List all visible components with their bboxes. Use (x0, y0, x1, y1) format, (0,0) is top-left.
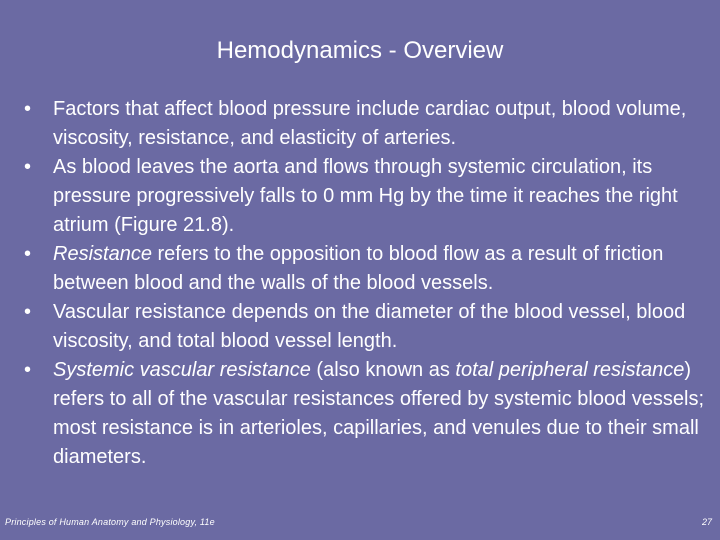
bullet-item (24, 298, 708, 356)
bullet-text: Factors that affect blood pressure include cardiac output, blood volume, viscosity, resistance, and elasticity of arteries. (53, 98, 687, 149)
bullet-text: As blood leaves the aorta and flows through systemic circulation, its pressure progressively falls to 0 mm Hg by the time it reaches the right atrium (Figure 21.8). (53, 156, 678, 236)
bullet-item (24, 240, 708, 298)
bullet-text: Vascular resistance depends on the diameter of the blood vessel, blood viscosity, and total blood vessel length. (53, 301, 686, 352)
bullet-term: Resistance (53, 243, 152, 265)
bullet-text: (also known as (310, 359, 456, 381)
bullet-text: ) refers to all of the vascular resistances offered by systemic blood vessels; most resistance is in arterioles, capillaries, and venules due to their small diameters. (53, 359, 705, 468)
bullet-dot-icon: • (24, 301, 32, 323)
page-number: 27 (701, 517, 712, 527)
bullet-dot-icon: • (24, 98, 32, 120)
bullet-text: refers to the opposition to blood flow as a result of friction between blood and the walls of the blood vessels. (53, 243, 664, 294)
bullet-list (24, 95, 708, 472)
bullet-item (24, 356, 708, 472)
bullet-item (24, 95, 708, 153)
footer-source: Principles of Human Anatomy and Physiology, 11e (5, 517, 215, 527)
bullet-dot-icon: • (24, 243, 32, 265)
bullet-term: total peripheral resistance (455, 359, 685, 381)
bullet-item (24, 153, 708, 240)
bullet-term: Systemic vascular resistance (53, 359, 311, 381)
slide-title: Hemodynamics - Overview (216, 37, 504, 64)
bullet-dot-icon: • (24, 156, 32, 178)
bullet-dot-icon: • (24, 359, 32, 381)
